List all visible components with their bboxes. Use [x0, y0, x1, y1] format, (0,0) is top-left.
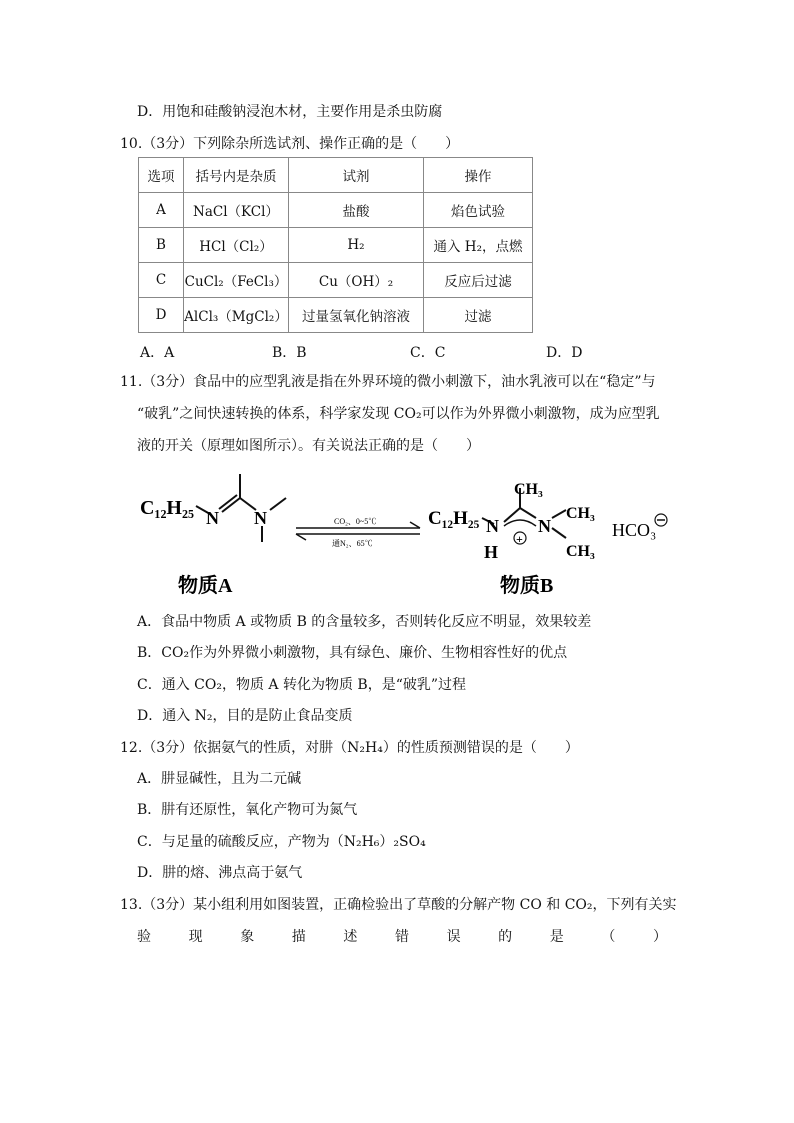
q11-option-b: B．CO₂作为外界微小刺激物，具有绿色、廉价、生物相容性好的优点	[137, 645, 568, 661]
table-cell: B	[139, 228, 184, 263]
chain-b-label: C₁₂H₂₅	[428, 508, 480, 529]
q13-char: 验	[137, 929, 151, 945]
table-cell: NaCl（KCl）	[184, 193, 289, 228]
q10-answer-b: B．B	[272, 345, 307, 361]
table-cell: AlCl₃（MgCl₂）	[184, 298, 289, 333]
ch3-top: CH₃	[514, 481, 543, 498]
q10-answer-c: C．C	[410, 345, 446, 361]
svg-text:N: N	[254, 508, 267, 528]
ch3-right-bottom: CH₃	[566, 543, 595, 560]
substance-b-label: 物质B	[500, 575, 554, 597]
q11-option-a: A．食品中物质 A 或物质 B 的含量较多，否则转化反应不明显，效果较差	[137, 614, 592, 630]
table-cell: 焰色试验	[424, 193, 533, 228]
q12-option-a: A．肼显碱性，且为二元碱	[137, 771, 302, 787]
table-cell: A	[139, 193, 184, 228]
substance-a-label: 物质A	[178, 575, 233, 597]
table-header: 操作	[424, 158, 533, 193]
q11-stem-line-3: 液的开关（原理如图所示）。有关说法正确的是（ ）	[137, 438, 480, 454]
q11-stem-line-2: “破乳”之间快速转换的体系，科学家发现 CO₂可以作为外界微小刺激物，成为应型乳	[137, 406, 660, 422]
q12-stem: 12.（3分）依据氨气的性质，对肼（N₂H₄）的性质预测错误的是（ ）	[120, 740, 579, 756]
bicarbonate-anion: HCO₃	[612, 520, 657, 540]
q13-char: （	[601, 929, 616, 945]
table-row	[139, 263, 533, 298]
svg-text:N: N	[486, 516, 499, 536]
svg-text:H: H	[484, 542, 499, 562]
q12-option-d: D．肼的熔、沸点高于氨气	[137, 865, 303, 881]
q13-stem-line-2	[137, 926, 667, 946]
q11-reaction-figure	[138, 466, 668, 600]
q10-answer-a: A．A	[140, 345, 175, 361]
forward-condition: CO₂、0~5℃	[334, 517, 377, 526]
svg-text:N: N	[538, 516, 551, 536]
table-row	[139, 298, 533, 333]
q11-stem-line-1: 11.（3分）食品中的应型乳液是指在外界环境的微小刺激下，油水乳液可以在“稳定”与	[120, 374, 656, 390]
chain-a-label: C₁₂H₂₅	[140, 497, 194, 519]
q13-char: 误	[446, 929, 461, 945]
q13-char: 述	[343, 929, 358, 945]
table-header: 括号内是杂质	[184, 158, 289, 193]
q10-answer-d: D．D	[546, 345, 583, 361]
q12-option-b: B．肼有还原性，氧化产物可为氮气	[137, 802, 358, 818]
reverse-condition: 通N₂、65℃	[332, 539, 373, 548]
q13-char: 错	[394, 929, 409, 945]
q13-char: 现	[188, 929, 203, 945]
table-cell: 盐酸	[289, 193, 424, 228]
table-header: 选项	[139, 158, 184, 193]
table-header: 试剂	[289, 158, 424, 193]
table-cell: 反应后过滤	[424, 263, 533, 298]
q12-option-c: C．与足量的硫酸反应，产物为（N₂H₆）₂SO₄	[137, 834, 426, 850]
q13-char: 象	[240, 929, 255, 945]
table-cell: C	[139, 263, 184, 298]
table-cell: D	[139, 298, 184, 333]
table-cell: H₂	[289, 228, 424, 263]
table-cell: 过量氢氧化钠溶液	[289, 298, 424, 333]
q13-char: 是	[549, 929, 564, 945]
q13-char: ）	[652, 929, 667, 945]
svg-text:+: +	[516, 532, 523, 546]
svg-text:N: N	[206, 508, 219, 528]
ch3-right-top: CH₃	[566, 505, 595, 522]
q10-stem: 10.（3分）下列除杂所选试剂、操作正确的是（ ）	[120, 136, 460, 152]
table-cell: HCl（Cl₂）	[184, 228, 289, 263]
q10-table	[138, 157, 533, 333]
table-cell: Cu（OH）₂	[289, 263, 424, 298]
q13-stem-line-1: 13.（3分）某小组利用如图装置，正确检验出了草酸的分解产物 CO 和 CO₂，下列有关实	[120, 897, 677, 913]
table-header-row	[139, 158, 533, 193]
table-cell: CuCl₂（FeCl₃）	[184, 263, 289, 298]
table-cell: 通入 H₂，点燃	[424, 228, 533, 263]
q11-option-c: C．通入 CO₂，物质 A 转化为物质 B，是“破乳”过程	[137, 677, 467, 693]
q13-char: 描	[291, 929, 306, 945]
q11-option-d: D．通入 N₂，目的是防止食品变质	[137, 708, 353, 724]
table-row	[139, 193, 533, 228]
q13-char: 的	[498, 929, 513, 945]
q9-option-d: D．用饱和硅酸钠浸泡木材，主要作用是杀虫防腐	[137, 104, 443, 120]
table-cell: 过滤	[424, 298, 533, 333]
table-row	[139, 228, 533, 263]
